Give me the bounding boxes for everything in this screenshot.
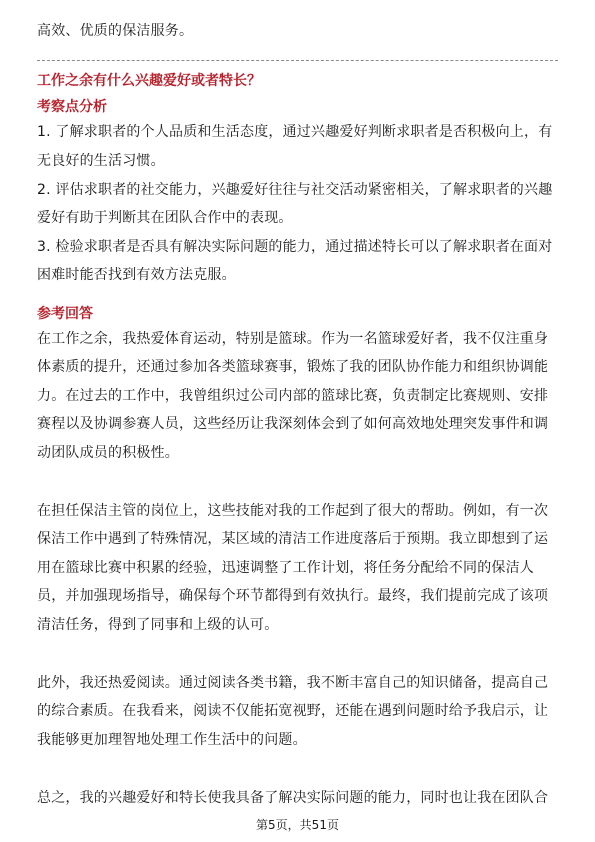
analysis-line: 3. 检验求职者是否具有解决实际问题的能力，通过描述特长可以了解求职者在面对 [37,239,553,255]
analysis-line: 爱好有助于判断其在团队合作中的表现。 [37,210,293,226]
answer-line: 力。在过去的工作中，我曾组织过公司内部的篮球比赛，负责制定比赛规则、安排 [37,388,549,404]
analysis-line: 2. 评估求职者的社交能力，兴趣爱好往往与社交活动紧密相关，了解求职者的兴趣 [37,182,553,198]
page-number: 第5页，共51页 [256,818,339,832]
intro-text: 高效、优质的保洁服务。 [37,23,194,39]
analysis-line: 1. 了解求职者的个人品质和生活态度，通过兴趣爱好判断求职者是否积极向上，有 [37,124,553,140]
analysis-line: 困难时能否找到有效方法克服。 [37,267,236,283]
answer-line: 用在篮球比赛中积累的经验，迅速调整了工作计划，将任务分配给不同的保洁人 [37,560,534,576]
answer-line: 体素质的提升，还通过参加各类篮球赛事，锻炼了我的团队协作能力和组织协调能 [37,359,549,375]
answer-line: 的综合素质。在我看来，阅读不仅能拓宽视野，还能在遇到问题时给予我启示，让 [37,703,549,719]
answer-line: 此外，我还热爱阅读。通过阅读各类书籍，我不断丰富自己的知识储备，提高自己 [37,675,549,691]
answer-line: 总之，我的兴趣爱好和特长使我具备了解决实际问题的能力，同时也让我在团队合 [37,790,549,806]
answer-line: 清洁任务，得到了同事和上级的认可。 [37,617,279,633]
question-title: 工作之余有什么兴趣爱好或者特长？ [37,73,261,89]
answer-line: 在工作之余，我热爱体育运动，特别是篮球。作为一名篮球爱好者，我不仅注重身 [37,331,549,347]
answer-line: 在担任保洁主管的岗位上，这些技能对我的工作起到了很大的帮助。例如，有一次 [37,503,549,519]
analysis-line: 无良好的生活习惯。 [37,153,165,169]
answer-line: 赛程以及协调参赛人员，这些经历让我深刻体会到了如何高效地处理突发事件和调 [37,416,549,432]
answer-line: 员，并加强现场指导，确保每个环节都得到有效执行。最终，我们提前完成了该项 [37,588,549,604]
answer-line: 保洁工作中遇到了特殊情况，某区域的清洁工作进度落后于预期。我立即想到了运 [37,531,549,547]
answer-heading: 参考回答 [37,306,93,322]
section-divider [37,60,558,61]
answer-line: 动团队成员的积极性。 [37,445,179,461]
analysis-heading: 考察点分析 [37,99,107,115]
answer-line: 我能够更加理智地处理工作生活中的问题。 [37,732,307,748]
